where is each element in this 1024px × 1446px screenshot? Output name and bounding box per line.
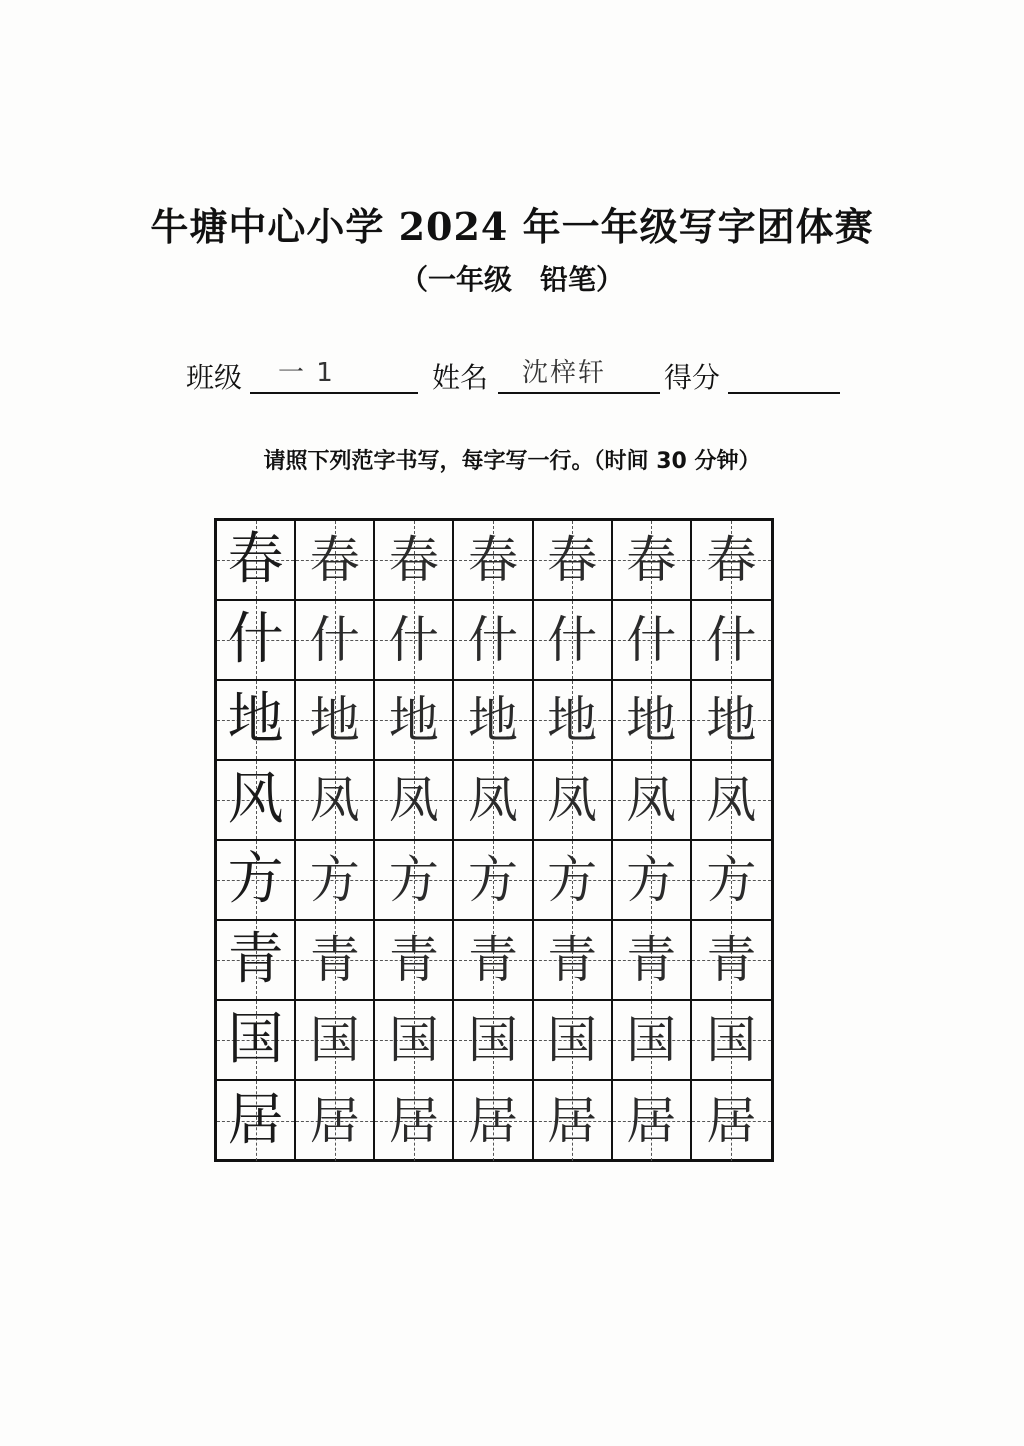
handwritten-character: 国	[547, 1011, 598, 1069]
practice-character-cell[interactable]	[375, 681, 454, 761]
practice-character-cell[interactable]	[296, 521, 375, 601]
practice-character-cell[interactable]	[454, 1001, 533, 1081]
handwritten-character: 凤	[706, 771, 757, 829]
practice-character-cell[interactable]	[454, 681, 533, 761]
handwritten-character: 凤	[309, 771, 360, 829]
handwritten-character: 方	[547, 851, 598, 909]
handwritten-character: 地	[547, 691, 598, 749]
handwritten-character: 春	[626, 531, 677, 589]
practice-character-cell[interactable]	[296, 761, 375, 841]
practice-character-cell[interactable]	[296, 1001, 375, 1081]
handwritten-character: 青	[388, 931, 439, 989]
practice-character-cell[interactable]	[692, 841, 771, 921]
practice-character-cell[interactable]	[296, 601, 375, 681]
handwritten-character: 国	[467, 1011, 518, 1069]
handwritten-character: 春	[309, 531, 360, 589]
model-character: 居	[227, 1088, 284, 1153]
handwritten-character: 春	[547, 531, 598, 589]
grid-row	[217, 521, 771, 601]
handwritten-character: 什	[467, 611, 518, 669]
practice-character-cell[interactable]	[375, 841, 454, 921]
practice-character-cell[interactable]	[692, 1081, 771, 1161]
model-character: 国	[227, 1007, 284, 1072]
handwritten-character: 方	[309, 851, 360, 909]
practice-character-cell[interactable]	[692, 921, 771, 1001]
page-subtitle: （一年级 铅笔）	[399, 263, 624, 296]
handwritten-character: 方	[467, 851, 518, 909]
practice-character-cell[interactable]	[534, 681, 613, 761]
handwritten-character: 青	[309, 931, 360, 989]
practice-character-cell[interactable]	[613, 1001, 692, 1081]
handwritten-character: 居	[309, 1092, 360, 1150]
grid-row	[217, 841, 771, 921]
handwritten-character: 什	[309, 611, 360, 669]
practice-character-cell[interactable]	[692, 601, 771, 681]
handwritten-character: 青	[626, 931, 677, 989]
handwritten-character: 春	[388, 531, 439, 589]
grid-row	[217, 761, 771, 841]
model-character-cell	[217, 921, 296, 1001]
page-title: 牛塘中心小学 2024 年一年级写字团体赛	[150, 204, 874, 249]
grid-row	[217, 601, 771, 681]
practice-character-cell[interactable]	[534, 841, 613, 921]
practice-character-cell[interactable]	[613, 601, 692, 681]
practice-character-cell[interactable]	[375, 1001, 454, 1081]
class-label: 班级	[186, 361, 243, 394]
handwritten-character: 居	[547, 1092, 598, 1150]
practice-character-cell[interactable]	[454, 521, 533, 601]
class-value: 一 1	[278, 358, 335, 388]
writing-grid	[214, 518, 774, 1162]
practice-character-cell[interactable]	[613, 841, 692, 921]
handwritten-character: 地	[706, 691, 757, 749]
handwritten-character: 青	[706, 931, 757, 989]
model-character: 地	[227, 687, 284, 752]
handwritten-character: 青	[467, 931, 518, 989]
practice-character-cell[interactable]	[613, 921, 692, 1001]
handwritten-character: 居	[626, 1092, 677, 1150]
handwritten-character: 春	[706, 531, 757, 589]
model-character-cell	[217, 1001, 296, 1081]
grid-row	[217, 681, 771, 761]
model-character-cell	[217, 521, 296, 601]
practice-character-cell[interactable]	[534, 1081, 613, 1161]
handwritten-character: 方	[626, 851, 677, 909]
practice-character-cell[interactable]	[375, 521, 454, 601]
practice-character-cell[interactable]	[454, 841, 533, 921]
model-character-cell	[217, 601, 296, 681]
practice-character-cell[interactable]	[534, 521, 613, 601]
practice-character-cell[interactable]	[692, 1001, 771, 1081]
model-character: 什	[227, 607, 284, 672]
score-field[interactable]	[728, 356, 840, 394]
score-label: 得分	[664, 361, 721, 394]
handwritten-character: 什	[706, 611, 757, 669]
handwritten-character: 国	[706, 1011, 757, 1069]
practice-character-cell[interactable]	[375, 1081, 454, 1161]
handwritten-character: 凤	[388, 771, 439, 829]
handwritten-character: 国	[309, 1011, 360, 1069]
handwritten-character: 地	[309, 691, 360, 749]
practice-character-cell[interactable]	[613, 521, 692, 601]
practice-character-cell[interactable]	[534, 761, 613, 841]
practice-character-cell[interactable]	[454, 1081, 533, 1161]
handwritten-character: 凤	[626, 771, 677, 829]
name-label: 姓名	[432, 361, 489, 394]
practice-character-cell[interactable]	[296, 921, 375, 1001]
model-character-cell	[217, 841, 296, 921]
model-character: 春	[227, 527, 284, 592]
practice-character-cell[interactable]	[454, 601, 533, 681]
handwritten-character: 青	[547, 931, 598, 989]
handwritten-character: 方	[706, 851, 757, 909]
practice-character-cell[interactable]	[692, 681, 771, 761]
grid-row	[217, 921, 771, 1001]
grid-row	[217, 1081, 771, 1161]
practice-character-cell[interactable]	[296, 681, 375, 761]
handwritten-character: 居	[388, 1092, 439, 1150]
practice-character-cell[interactable]	[613, 681, 692, 761]
handwritten-character: 什	[626, 611, 677, 669]
model-character-cell	[217, 761, 296, 841]
practice-character-cell[interactable]	[454, 921, 533, 1001]
practice-character-cell[interactable]	[375, 761, 454, 841]
model-character: 方	[227, 847, 284, 912]
handwritten-character: 什	[388, 611, 439, 669]
handwritten-character: 凤	[547, 771, 598, 829]
handwritten-character: 春	[467, 531, 518, 589]
handwritten-character: 国	[388, 1011, 439, 1069]
practice-character-cell[interactable]	[534, 1001, 613, 1081]
handwritten-character: 方	[388, 851, 439, 909]
handwritten-character: 凤	[467, 771, 518, 829]
handwritten-character: 地	[467, 691, 518, 749]
practice-character-cell[interactable]	[692, 521, 771, 601]
model-character-cell	[217, 1081, 296, 1161]
grid-row	[217, 1001, 771, 1081]
practice-character-cell[interactable]	[534, 921, 613, 1001]
practice-character-cell[interactable]	[534, 601, 613, 681]
instruction-text: 请照下列范字书写，每字写一行。（时间 30 分钟）	[263, 449, 761, 474]
handwritten-character: 地	[388, 691, 439, 749]
handwritten-character: 什	[547, 611, 598, 669]
practice-character-cell[interactable]	[296, 1081, 375, 1161]
model-character: 青	[227, 927, 284, 992]
handwritten-character: 居	[706, 1092, 757, 1150]
practice-character-cell[interactable]	[375, 921, 454, 1001]
practice-character-cell[interactable]	[613, 1081, 692, 1161]
model-character: 风	[227, 767, 284, 832]
practice-character-cell[interactable]	[613, 761, 692, 841]
handwritten-character: 居	[467, 1092, 518, 1150]
name-value: 沈梓轩	[522, 358, 607, 388]
practice-character-cell[interactable]	[375, 601, 454, 681]
practice-character-cell[interactable]	[454, 761, 533, 841]
model-character-cell	[217, 681, 296, 761]
practice-character-cell[interactable]	[692, 761, 771, 841]
handwritten-character: 地	[626, 691, 677, 749]
practice-character-cell[interactable]	[296, 841, 375, 921]
handwritten-character: 国	[626, 1011, 677, 1069]
